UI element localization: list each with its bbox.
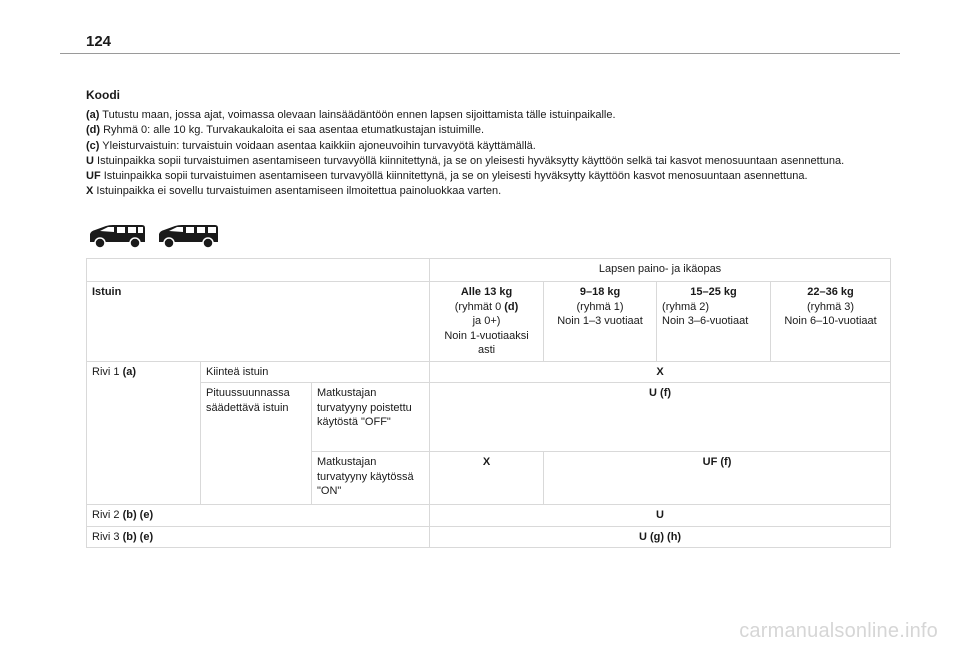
fixed-seat-label: Kiinteä istuin [201,361,430,383]
legend-text: Istuinpaikka sopii turvaistuimen asentamiseen turvavyöllä kiinnitettynä, ja se on yleisesti hyväksytty käyttöön selkä tai kasvot menosuuntaan asennettuna. [93,154,845,167]
row-label-text: Rivi 1 [92,365,123,378]
legend-code: (d) [86,124,101,137]
column-group-code: (d) [504,300,519,313]
watermark: carmanualsonline.info [739,620,938,642]
legend-code: (a) [86,109,100,121]
column-group-0 [430,282,544,362]
column-group: (ryhmä 2) [662,300,710,313]
legend-item [86,169,876,184]
column-weight: 15–25 kg [690,286,737,298]
column-group-3 [771,282,891,362]
row-2-label [87,505,430,527]
top-rule [60,53,900,54]
column-age: Noin 1–3 vuotiaat [557,315,643,327]
row-label-code: (a) [122,365,137,378]
row-1-label [87,361,201,505]
legend-text: Istuinpaikka ei sovellu turvaistuimen asentamiseen ilmoitettua painoluokkaa varten. [93,185,502,198]
table-row [87,361,891,383]
legend-item [86,123,876,138]
column-group [435,300,538,315]
column-group-text: (ryhmät 0 [454,300,505,313]
legend-code: U [86,154,94,167]
legend-text: Tutustu maan, jossa ajat, voimassa olevaan lainsäädäntöön ennen lapsen sijoittamista tälle istuinpaikalle. [99,109,616,121]
vehicle-icons [86,223,220,249]
row-3-value: U (g) (h) [430,526,891,548]
legend-item [86,108,876,123]
legend-text: Istuinpaikka sopii turvaistuimen asentamiseen turvavyöllä kiinnitettynä, ja se on yleisesti hyväksytty käyttöön kasvot menosuuntaan asennettuna. [100,170,808,183]
van-long-icon [156,223,220,249]
legend-item [86,184,876,199]
adjustable-seat-label: Pituussuunnassa säädettävä istuin [201,383,312,505]
key-title: Koodi [86,88,120,102]
legend [86,108,876,200]
column-group-2 [657,282,771,362]
column-group-1 [544,282,657,362]
empty-header-cell [87,259,430,282]
airbag-off-value: U (f) [430,383,891,452]
column-group-post: ja 0+) [472,315,501,327]
table-column-row [87,282,891,362]
row-label-text: Rivi 3 [92,530,123,543]
legend-code: (c) [86,139,100,152]
table-row [87,383,891,452]
row-label-code: (b) (e) [122,530,154,543]
child-seat-table [86,258,891,548]
column-group: (ryhmä 3) [807,300,855,313]
row-3-label [87,526,430,548]
legend-code: X [86,185,94,198]
legend-item [86,154,876,169]
column-group: (ryhmä 1) [576,300,624,313]
legend-text: Yleisturvaistuin: turvaistuin voidaan asentaa kaikkiin ajoneuvoihin turvavyötä käyttämällä. [99,139,536,152]
weight-age-header: Lapsen paino- ja ikäopas [430,259,891,282]
seat-header: Istuin [87,282,430,362]
column-age: Noin 3–6-vuotiaat [662,315,749,327]
page-number: 124 [86,33,112,50]
row-label-text: Rivi 2 [92,509,123,521]
legend-text: Ryhmä 0: alle 10 kg. Turvakaukaloita ei saa asentaa etumatkustajan istuimille. [100,124,485,137]
fixed-seat-value: X [430,361,891,383]
column-age: Noin 6–10-vuotiaat [784,315,877,327]
legend-item [86,139,876,154]
column-weight: Alle 13 kg [460,286,513,298]
row-2-value: U [430,505,891,527]
airbag-on-label: Matkustajan turvatyyny käytössä "ON" [312,452,430,505]
column-weight: 22–36 kg [807,286,854,298]
airbag-on-value-rest: UF (f) [544,452,891,505]
van-short-icon [86,223,148,249]
column-weight: 9–18 kg [579,286,621,298]
legend-code: UF [86,170,101,183]
table-row [87,526,891,548]
table-header-row [87,259,891,282]
airbag-on-value-first: X [430,452,544,505]
row-label-code: (b) (e) [122,509,154,521]
table-row [87,505,891,527]
column-age: Noin 1-vuotiaaksi asti [444,329,529,356]
airbag-off-label: Matkustajan turvatyyny poistettu käytöstä "OFF" [312,383,430,452]
